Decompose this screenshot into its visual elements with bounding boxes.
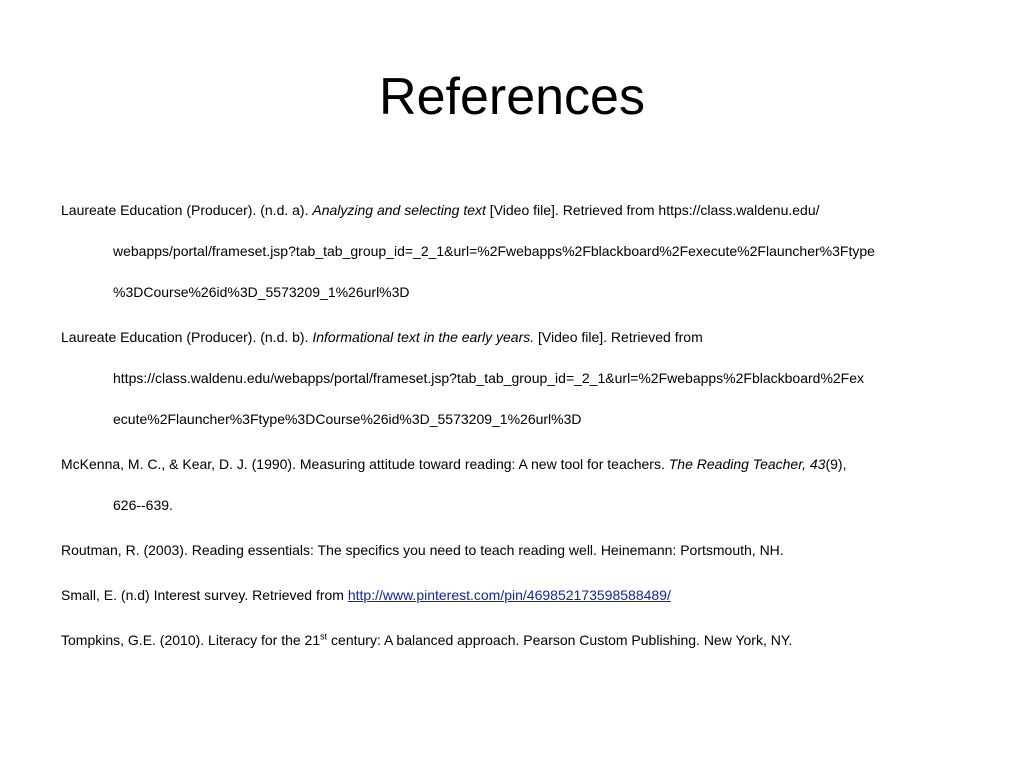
reference-line: Routman, R. (2003). Reading essentials: The specifics you need to teach reading well. Heinemann: Portsmouth, NH. bbox=[61, 542, 784, 558]
reference-line bbox=[61, 628, 961, 652]
reference-text: [Video file]. Retrieved from bbox=[534, 329, 703, 345]
reference-entry bbox=[61, 325, 961, 431]
reference-entry bbox=[61, 452, 961, 517]
reference-text: Small, E. (n.d) Interest survey. Retrieved from bbox=[61, 587, 348, 603]
reference-text: [Video file]. Retrieved from https://class.waldenu.edu/ bbox=[485, 202, 820, 218]
reference-continuation: https://class.waldenu.edu/webapps/portal/frameset.jsp?tab_tab_group_id=_2_1&url=%2Fwebapps%2Fblackboard%2Fex bbox=[113, 370, 865, 386]
reference-text: Laureate Education (Producer). (n.d. b). bbox=[61, 329, 313, 345]
reference-text: century: A balanced approach. Pearson Custom Publishing. New York, NY. bbox=[327, 632, 793, 648]
reference-continuation: ecute%2Flauncher%3Ftype%3DCourse%26id%3D_5573209_1%26url%3D bbox=[113, 411, 582, 427]
reference-line bbox=[61, 198, 961, 222]
superscript: st bbox=[320, 631, 328, 642]
slide-title: References bbox=[379, 68, 645, 126]
reference-entry bbox=[61, 198, 961, 304]
reference-text: Laureate Education (Producer). (n.d. a). bbox=[61, 202, 313, 218]
reference-entry bbox=[61, 628, 961, 652]
reference-line bbox=[61, 452, 961, 476]
reference-entry bbox=[61, 538, 961, 562]
reference-title: Informational text in the early years. bbox=[312, 329, 535, 345]
reference-text: McKenna, M. C., & Kear, D. J. (1990). Measuring attitude toward reading: A new tool for teachers. bbox=[61, 456, 669, 472]
reference-text: Tompkins, G.E. (2010). Literacy for the 21 bbox=[61, 632, 321, 648]
reference-title: Analyzing and selecting text bbox=[312, 202, 486, 218]
reference-journal: The Reading Teacher, 43 bbox=[668, 456, 826, 472]
reference-continuation: 626--639. bbox=[113, 497, 173, 513]
reference-continuation: %3DCourse%26id%3D_5573209_1%26url%3D bbox=[113, 284, 410, 300]
reference-list bbox=[61, 198, 961, 673]
reference-line bbox=[61, 325, 961, 349]
reference-continuation: webapps/portal/frameset.jsp?tab_tab_group_id=_2_1&url=%2Fwebapps%2Fblackboard%2Fexecute%2Flauncher%3Ftype bbox=[113, 243, 875, 259]
reference-text: (9), bbox=[825, 456, 847, 472]
reference-entry bbox=[61, 583, 961, 607]
reference-line bbox=[61, 583, 961, 607]
reference-link[interactable]: http://www.pinterest.com/pin/469852173598588489/ bbox=[347, 587, 671, 603]
